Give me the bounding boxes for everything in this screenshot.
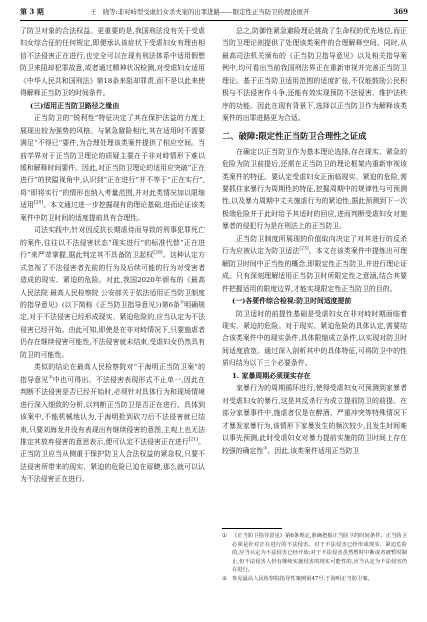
footnote-mark: ② xyxy=(48,375,53,381)
footnote-mark: ① xyxy=(263,446,268,452)
issue-number: 第 3 期 xyxy=(20,7,44,16)
page-number: 369 xyxy=(393,7,408,16)
section-heading-3: (三)适用正当防卫路径之缘由 xyxy=(30,101,120,110)
subsection-heading: 1. 家暴周期必须现实存在 xyxy=(232,371,311,380)
citation-ref: [23] xyxy=(299,246,309,252)
paragraph-timing-basis: 防卫适时的前提性基础是受虐妇女在非对峙时期面临着现实、紧迫的危险。对于现实、紧迫危险的具体认定,需要结合该类案件中的现实条件,具体限缩成立条件,以实现对防卫时间适度放宽。通过深入剖析其中的具体特征,可将防卫中的性质归结为以下三个必要条件。 xyxy=(222,309,407,368)
paragraph-yu-haiming-case: 类似的结论在最高人民检察院对“于海明正当防卫案”的指导意见②中也可得出。不法侵害表现形式不止单一,因此在判断不法侵害是否已经开始时,必须针对具体行为和现场情境进行深入细致的分析,以判断正当防卫是否正在进行。具体到该案中,不能机械地认为,于海明抢到砍刀后不法侵害就已结束,只要刘海龙并没有表现出有继续侵害的意图,主观上也无法推定其放弃侵害的意思表示,便可认定不法侵害正在进行[21]。正当防卫应当从侧重于保护防卫人合法权益的紧急权,只要不法侵害所带来的现实、紧迫的危险已迫在眉睫,那么就可以认为不法侵害正在进行。 xyxy=(20,363,205,484)
footnotes xyxy=(222,532,407,584)
footnote-1: ① 《正当防卫指导意见》第6条规定,准确把握正当防卫的时间条件。正当防卫必须是针对正在进行的不法侵害。对于不法侵害已经形成现实、紧迫危险的,应当认定为不法侵害已经开始;对于不法侵害虽然暂时中断或者被暂时制止,但不法侵害人仍有继续实施侵害的现实可能性的,应当认定为不法侵害仍在进行。 xyxy=(222,533,407,574)
section-heading-3: (一)各要件综合检视:防卫时间适度提前 xyxy=(232,297,352,306)
citation-ref: [26] xyxy=(153,250,163,256)
paragraph-value-orientation: 正当防卫制度所展现的价值取向决定了对其进行的反杀行为应被认定为防卫适法[23]。本文在该类案件中提炼出可理解防卫时间中正当性的概念,即限定性正当防卫,并进行理论证成。只有深刻理解适用正当防卫时所限定性之意涵,结合其要件把握适用的限度边界,才能实现限定性正当防卫的目的。 xyxy=(222,234,408,293)
running-title: 王 晓等:非对峙型受虐妇女杀夫案的出罪进路——限定性正当防卫的理论展开 xyxy=(90,8,310,16)
paragraph-framework: 在确定以正当防卫作为基本理论选择,存在现实、紧急的危险为防卫前提后,还需在正当防卫的理论框架内重新审视该类案件的特征。要认定受虐妇女正面临现实、紧迫的危险,需要抓住家暴行为周期性的特征,挖掘周期中的规律性与可预测性,以及暴力周期中丈夫施虐行为的紧迫性,据此预测到下一次极端危险并于此时给予其适时的回应,进而判断受虐妇女对施暴者的侵犯行为是在刑法上的正当防卫。 xyxy=(222,147,407,231)
citation-ref: [21] xyxy=(188,437,199,443)
paragraph-abuse-cycle: 家暴行为的周期循环进行,使得受虐妇女可预测到家暴者对受虐妇女的暴行,这是其反杀行为成立提前防卫的前提。在部分家暴事件中,施虐者仅是在醉酒、严重冲突等特殊情况下才暴发家暴行为,该情形下家暴发生的频次较少,且发生时间难以事先预测,此时受虐妇女对暴力提前实施的防卫时间上存在较强的确定性①。因此,该类案件适用正当防卫 xyxy=(222,384,407,455)
footnote-rule xyxy=(222,528,282,529)
footnote-2: ② 参见最高人民检察院指导性案例第47号:于海明正当防卫案。 xyxy=(222,575,373,582)
running-header xyxy=(20,5,408,19)
left-column xyxy=(20,25,205,486)
paragraph-judicial-practice: 司法实践中,针对因反抗长期虐待而导致的刑事犯罪死亡的案件,往往以不法侵害状态“现实进行”的标准代替“正在进行”来严苛掌握,据此判定其不具备防卫起权[26]。这种认定方式忽视了不法侵害者先前的行为及后续可能的行为对受害者造成的现实、紧迫的危险。对此,我国2020年颁布的《最高人民法院 最高人民检察院 公安部关于依法适用正当防卫制度的指导意见》(以下简称《正当防卫指导意见》)第6条①明确规定,对于不法侵害已经形成现实、紧迫危险的,应当认定为不法侵害已经开始。由此可知,即使是在非对峙情况下,只要施虐者仍存在继续侵害可能性,不法侵害就未结束,受虐妇女仍然具有防卫的可能性。 xyxy=(20,226,205,359)
section-heading-2: 二、破障:限定性正当防卫合理性之证成 xyxy=(222,130,367,141)
paragraph-continuation: 了防卫对象的合法权益。更重要的是,我国刑法没有关于受虐妇女综合征的任何规定,即便承认该症状下受虐妇女有理由相信不法侵害正在进行,也完全可以在现有刑法体系中适用假想防卫来阻却犯罪故意,或者通过精神状况检测,对受虐妇女适用《中华人民共和国刑法》第18条来阻却罪责,而不是以此来使得解释正当防卫的时间条件。 xyxy=(20,27,205,98)
header-rule xyxy=(20,20,408,21)
citation-ref: [20] xyxy=(33,201,44,207)
footnote-mark: ① xyxy=(180,300,185,306)
paragraph-sharpness: 正当防卫的“锐利性”特征决定了其在保护法益的力度上展现出较为强势的风格。与紧急避险相比,其在适用时不需要满足“不得已”要件,为合理处理该类案件提供了相应空间。当前学界对于正当防卫理论的质疑主要在于非对峙情形下难以缓和解释时间要件。因此,对正当防卫理论的适用应突破“正在进行”的狭隘视角中,认识到“正在进行”并不等于“正在实行”,将“即将实行”的情形也纳入考量范围,并对此类情况加以限缩适用[20]。本文通过进一步挖掘现有的理论基础,进而论证该类案件中防卫时间的适度提前具有合理性。 xyxy=(20,114,205,222)
right-column xyxy=(222,25,407,457)
paragraph-summary: 总之,防御性紧急避险理论挑战了生命权的优先地位,而正当防卫理论则提供了处理该类案件的合理解释空间。同时,从最高司法机关颁布的《正当防卫指导意见》以及相关指导案例中,均可看出当前我国刑法界正在重新审视并完善正当防卫理论。基于正当防卫适用范围的适度扩张,不仅能鼓励公民积极与不法侵害作斗争,还能有效实现预防不法侵害、维护法秩序的功能。因此在现有背景下,选择以正当防卫作为解释该类案件的出罪进路更为合适。 xyxy=(222,27,407,123)
